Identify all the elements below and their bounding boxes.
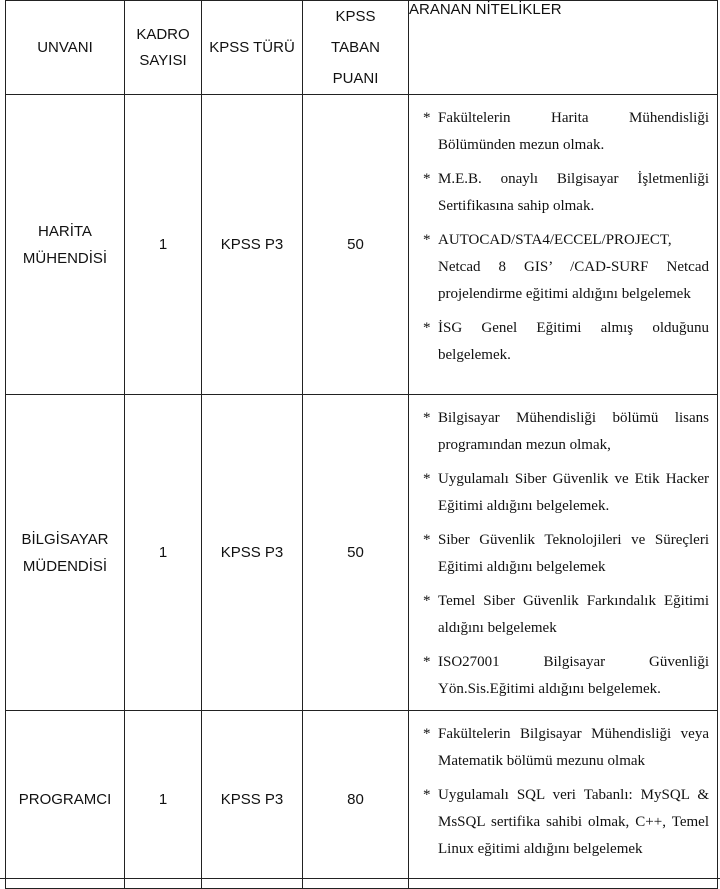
cell-unvan bbox=[6, 711, 125, 889]
bullet-icon: * bbox=[423, 726, 431, 742]
table-row bbox=[6, 395, 718, 711]
qualification-item bbox=[423, 405, 709, 459]
header-nitelikler-label: ARANAN NİTELİKLER bbox=[409, 1, 562, 18]
cell-nitelikler bbox=[409, 95, 718, 395]
bullet-icon: * bbox=[423, 171, 431, 187]
cell-unvan bbox=[6, 95, 125, 395]
bullet-icon: * bbox=[423, 654, 431, 670]
qualification-item bbox=[423, 649, 709, 703]
bullet-icon: * bbox=[423, 410, 431, 426]
page-bottom-rule bbox=[0, 878, 720, 879]
qualification-item bbox=[423, 315, 709, 369]
header-puan-line2: TABAN bbox=[331, 39, 380, 56]
header-unvan bbox=[6, 1, 125, 95]
cell-kadro bbox=[125, 711, 202, 889]
header-kadro-line2: SAYISI bbox=[139, 51, 187, 69]
qualification-text: ISO27001 Bilgisayar Güvenliği Yön.Sis.Eğitimi aldığını belgelemek. bbox=[438, 654, 709, 697]
header-kpss-turu bbox=[202, 1, 303, 95]
unvan-line2: MÜHENDİSİ bbox=[22, 249, 108, 267]
puan-value: 80 bbox=[347, 791, 364, 808]
header-kpss-turu-label: KPSS TÜRÜ bbox=[209, 38, 295, 56]
qualification-item bbox=[423, 227, 709, 308]
bullet-icon: * bbox=[423, 232, 431, 248]
header-taban-puan bbox=[303, 1, 409, 95]
table-header-row bbox=[6, 1, 718, 95]
qualification-list bbox=[409, 395, 717, 703]
cell-puan bbox=[303, 95, 409, 395]
qualification-item bbox=[423, 588, 709, 642]
puan-value: 50 bbox=[347, 236, 364, 253]
cell-puan bbox=[303, 395, 409, 711]
qualification-text: Temel Siber Güvenlik Farkındalık Eğitimi aldığını belgelemek bbox=[438, 593, 709, 636]
positions-table bbox=[5, 0, 718, 889]
table-row bbox=[6, 95, 718, 395]
kpss-turu-value: KPSS P3 bbox=[220, 791, 284, 808]
qualification-item bbox=[423, 166, 709, 220]
qualification-list bbox=[409, 95, 717, 369]
kadro-value: 1 bbox=[158, 791, 168, 808]
qualification-item bbox=[423, 782, 709, 863]
qualification-text: Fakültelerin Harita Mühendisliği Bölümünden mezun olmak. bbox=[438, 110, 709, 153]
qualification-text: Siber Güvenlik Teknolojileri ve Süreçleri Eğitimi aldığını belgelemek bbox=[438, 532, 709, 575]
cell-nitelikler bbox=[409, 711, 718, 889]
cell-kadro bbox=[125, 95, 202, 395]
qualification-item bbox=[423, 466, 709, 520]
bullet-icon: * bbox=[423, 471, 431, 487]
kadro-value: 1 bbox=[158, 544, 168, 561]
qualification-text: Fakültelerin Bilgisayar Mühendisliği veya Matematik bölümü mezunu olmak bbox=[438, 726, 709, 769]
unvan-line1: BİLGİSAYAR bbox=[21, 530, 109, 548]
unvan-line2: MÜDENDİSİ bbox=[22, 557, 108, 575]
unvan-line1: PROGRAMCI bbox=[18, 791, 112, 808]
cell-unvan bbox=[6, 395, 125, 711]
qualification-text: M.E.B. onaylı Bilgisayar İşletmenliği Sertifikasına sahip olmak. bbox=[438, 171, 709, 214]
cell-nitelikler bbox=[409, 395, 718, 711]
bullet-icon: * bbox=[423, 320, 431, 336]
kadro-value: 1 bbox=[158, 236, 168, 253]
qualification-text: AUTOCAD/STA4/ECCEL/PROJECT, Netcad 8 GIS’ /CAD-SURF Netcad projelendirme eğitimi aldığını belgelemek bbox=[438, 232, 709, 302]
kpss-turu-value: KPSS P3 bbox=[220, 544, 284, 561]
qualification-text: Uygulamalı Siber Güvenlik ve Etik Hacker Eğitimi aldığını belgelemek. bbox=[438, 471, 709, 514]
qualification-text: İSG Genel Eğitimi almış olduğunu belgelemek. bbox=[438, 320, 709, 363]
header-puan-line3: PUANI bbox=[332, 70, 379, 87]
header-unvan-label: UNVANI bbox=[37, 38, 93, 56]
cell-kadro bbox=[125, 395, 202, 711]
cell-kpss-turu bbox=[202, 711, 303, 889]
qualification-item bbox=[423, 527, 709, 581]
bullet-icon: * bbox=[423, 787, 431, 803]
qualification-list bbox=[409, 711, 717, 863]
bullet-icon: * bbox=[423, 532, 431, 548]
cell-puan bbox=[303, 711, 409, 889]
puan-value: 50 bbox=[347, 544, 364, 561]
header-puan-line1: KPSS bbox=[335, 8, 376, 25]
qualification-text: Uygulamalı SQL veri Tabanlı: MySQL & MsSQL sertifika sahibi olmak, C++, Temel Linux eğitimi aldığını belgelemek bbox=[438, 787, 709, 857]
qualification-item bbox=[423, 721, 709, 775]
bullet-icon: * bbox=[423, 110, 431, 126]
bullet-icon: * bbox=[423, 593, 431, 609]
qualification-item bbox=[423, 105, 709, 159]
qualification-text: Bilgisayar Mühendisliği bölümü lisans programından mezun olmak, bbox=[438, 410, 709, 453]
kpss-turu-value: KPSS P3 bbox=[220, 236, 284, 253]
header-kadro bbox=[125, 1, 202, 95]
table-row bbox=[6, 711, 718, 889]
header-nitelikler bbox=[409, 1, 718, 95]
cell-kpss-turu bbox=[202, 395, 303, 711]
cell-kpss-turu bbox=[202, 95, 303, 395]
header-kadro-line1: KADRO bbox=[136, 25, 190, 43]
unvan-line1: HARİTA bbox=[38, 222, 92, 240]
